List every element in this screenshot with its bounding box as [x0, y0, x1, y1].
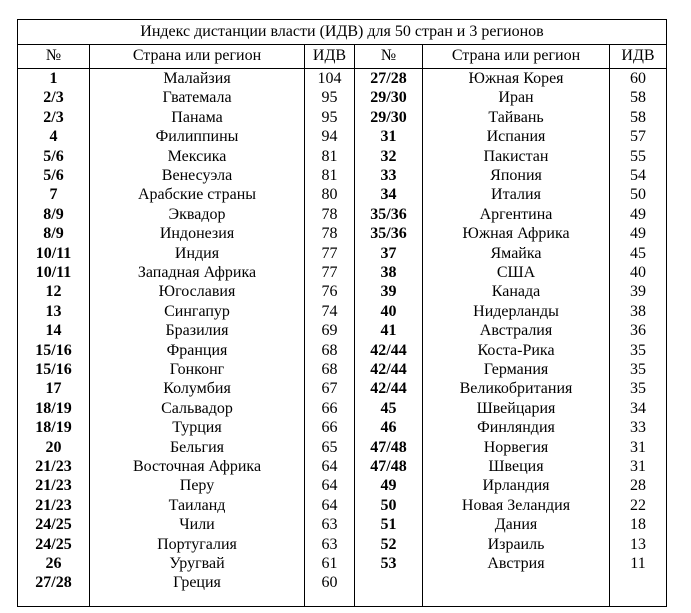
row-country: Гонконг: [169, 361, 225, 378]
row-country: Япония: [490, 167, 542, 184]
row-country: Ирландия: [482, 477, 550, 495]
table-row: [18, 127, 666, 146]
table-row: [18, 302, 666, 321]
table-row: [18, 224, 666, 243]
row-rank: 20: [45, 438, 62, 456]
row-rank: 50: [380, 496, 397, 514]
row-rank: 8/9: [43, 225, 64, 243]
row-country: Южная Корея: [468, 70, 564, 87]
row-country: Финляндия: [477, 419, 555, 437]
row-country: Венесуэла: [161, 167, 233, 184]
row-rank: 29/30: [370, 108, 407, 126]
row-idv: 64: [321, 458, 338, 475]
row-idv: 28: [630, 477, 646, 495]
row-rank: 27/28: [370, 70, 407, 87]
power-distance-table: [17, 19, 667, 607]
row-country: Перу: [179, 477, 215, 495]
row-rank: 5/6: [43, 147, 64, 165]
row-rank: 45: [380, 399, 397, 417]
row-country: Канада: [491, 283, 541, 301]
row-country: Норвегия: [483, 438, 549, 456]
table-row: [18, 263, 666, 282]
row-country: Филиппины: [155, 128, 239, 146]
row-rank: 42/44: [370, 361, 407, 378]
row-rank: 35/36: [370, 225, 407, 243]
row-idv: 81: [321, 147, 338, 165]
row-country: Дания: [494, 516, 538, 534]
row-idv: 38: [630, 302, 646, 320]
row-rank: 13: [45, 302, 62, 320]
row-country: Уругвай: [169, 555, 225, 572]
row-idv: 31: [630, 438, 646, 456]
row-country: Арабские страны: [137, 186, 257, 204]
table-row: [18, 496, 666, 515]
row-idv: 66: [321, 399, 338, 417]
row-idv: 63: [321, 516, 338, 534]
row-country: Эквадор: [168, 205, 226, 223]
table-row: [18, 88, 666, 107]
row-rank: 32: [380, 147, 397, 165]
table-row: [18, 379, 666, 398]
table-row: [18, 457, 666, 476]
row-idv: 35: [630, 341, 646, 359]
row-country: Аргентина: [479, 205, 553, 223]
table-row: [18, 108, 666, 127]
row-idv: 66: [321, 419, 338, 437]
table-row: [18, 515, 666, 534]
row-country: Южная Африка: [462, 225, 570, 243]
row-rank: 47/48: [370, 438, 407, 456]
row-rank: 14: [45, 322, 62, 340]
row-rank: 53: [380, 555, 397, 572]
row-rank: 27/28: [35, 574, 72, 592]
table-row: [18, 244, 666, 263]
row-rank: 17: [45, 380, 62, 398]
row-rank: 35/36: [370, 205, 407, 223]
row-idv: 64: [321, 496, 338, 514]
table-row: [18, 147, 666, 166]
row-rank: 15/16: [35, 361, 72, 378]
row-country: Швейцария: [476, 399, 556, 417]
header-country-right: Страна или регион: [451, 47, 581, 64]
row-idv: 77: [321, 264, 338, 281]
row-country: Австрия: [487, 555, 545, 572]
row-rank: 33: [380, 167, 397, 184]
row-rank: 51: [380, 516, 397, 534]
row-country: Новая Зеландия: [461, 496, 571, 514]
row-rank: 31: [380, 128, 397, 146]
table-row: [18, 205, 666, 224]
row-country: Ямайка: [490, 244, 542, 262]
row-idv: 77: [321, 244, 338, 262]
row-idv: 31: [630, 458, 646, 475]
row-idv: 76: [321, 283, 338, 301]
table-row: [18, 535, 666, 554]
row-idv: 64: [321, 477, 338, 495]
row-idv: 50: [630, 186, 646, 204]
row-country: Израиль: [487, 535, 545, 553]
row-idv: 95: [321, 89, 338, 107]
row-idv: 57: [630, 128, 646, 146]
row-rank: 10/11: [35, 244, 72, 262]
row-rank: 47/48: [370, 458, 407, 475]
row-country: Франция: [166, 341, 228, 359]
row-idv: 18: [630, 516, 646, 534]
row-rank: 10/11: [35, 264, 72, 281]
row-country: Турция: [172, 419, 222, 437]
row-idv: 104: [317, 70, 342, 87]
row-idv: 63: [321, 535, 338, 553]
table-row: [18, 360, 666, 379]
row-country: США: [496, 264, 536, 281]
table-title: Индекс дистанции власти (ИДВ) для 50 стран и 3 регионов: [18, 20, 666, 45]
row-rank: 24/25: [35, 535, 72, 553]
row-rank: 2/3: [43, 108, 64, 126]
row-idv: 68: [321, 361, 338, 378]
row-idv: 35: [630, 380, 646, 398]
row-country: Сальвадор: [161, 399, 233, 417]
row-rank: 15/16: [35, 341, 72, 359]
row-idv: 68: [321, 341, 338, 359]
row-rank: 8/9: [43, 205, 64, 223]
row-idv: 58: [630, 89, 646, 107]
row-rank: 12: [45, 283, 62, 301]
row-country: Индонезия: [159, 225, 235, 243]
row-idv: 40: [630, 264, 646, 281]
row-country: Германия: [483, 361, 549, 378]
row-rank: 42/44: [370, 380, 407, 398]
row-country: Коста-Рика: [477, 341, 555, 359]
row-idv: 35: [630, 361, 646, 378]
row-idv: 49: [630, 225, 646, 243]
row-idv: 13: [630, 535, 646, 553]
row-rank: 18/19: [35, 419, 72, 437]
row-rank: 40: [380, 302, 397, 320]
row-country: Панама: [171, 108, 223, 126]
row-country: Бразилия: [165, 322, 229, 340]
table-row: [18, 554, 666, 573]
row-idv: 22: [630, 496, 646, 514]
row-rank: 4: [49, 128, 58, 146]
row-rank: 37: [380, 244, 397, 262]
row-rank: 49: [380, 477, 397, 495]
row-country: Италия: [491, 186, 541, 204]
row-idv: 74: [321, 302, 338, 320]
row-country: Гватемала: [162, 89, 232, 107]
row-idv: 78: [321, 205, 338, 223]
row-country: Бельгия: [169, 438, 225, 456]
row-idv: 81: [321, 167, 338, 184]
row-rank: 46: [380, 419, 397, 437]
row-country: Португалия: [157, 535, 237, 553]
row-country: Индия: [174, 244, 220, 262]
header-num-left: №: [45, 47, 62, 64]
table-row: [18, 282, 666, 301]
row-rank: 29/30: [370, 89, 407, 107]
row-rank: 5/6: [43, 167, 64, 184]
row-rank: 21/23: [35, 477, 72, 495]
row-rank: 7: [49, 186, 58, 204]
table-row: [18, 341, 666, 360]
row-rank: 52: [380, 535, 397, 553]
table-row: [18, 321, 666, 340]
row-rank: 1: [49, 70, 58, 87]
row-country: Тайвань: [488, 108, 544, 126]
header-idv-left: ИДВ: [312, 47, 347, 64]
row-country: Таиланд: [168, 496, 226, 514]
row-country: Мексика: [167, 147, 227, 165]
table-row: [18, 418, 666, 437]
table-row: [18, 573, 666, 592]
row-country: Испания: [486, 128, 546, 146]
row-rank: 18/19: [35, 399, 72, 417]
row-idv: 95: [321, 108, 338, 126]
table-header-row: [18, 44, 666, 69]
row-idv: 36: [630, 322, 646, 340]
row-rank: 2/3: [43, 89, 64, 107]
row-idv: 60: [321, 574, 338, 592]
row-idv: 11: [630, 555, 646, 572]
row-country: Иран: [498, 89, 534, 107]
row-idv: 65: [321, 438, 338, 456]
header-num-right: №: [380, 47, 397, 64]
row-rank: 42/44: [370, 341, 407, 359]
header-idv-right: ИДВ: [621, 47, 655, 64]
row-idv: 58: [630, 108, 646, 126]
row-idv: 34: [630, 399, 646, 417]
row-country: Греция: [173, 574, 221, 592]
row-country: Западная Африка: [137, 264, 257, 281]
row-idv: 94: [321, 128, 338, 146]
row-rank: 39: [380, 283, 397, 301]
table-row: [18, 399, 666, 418]
row-idv: 61: [321, 555, 338, 572]
row-rank: 26: [45, 555, 62, 572]
row-country: Швеция: [488, 458, 544, 475]
row-rank: 21/23: [35, 496, 72, 514]
row-idv: 55: [630, 147, 646, 165]
row-country: Нидерланды: [473, 302, 559, 320]
row-country: Чили: [179, 516, 215, 534]
row-idv: 69: [321, 322, 338, 340]
row-idv: 60: [630, 70, 646, 87]
row-country: Колумбия: [163, 380, 231, 398]
row-country: Австралия: [479, 322, 553, 340]
row-rank: 41: [380, 322, 397, 340]
row-idv: 54: [630, 167, 646, 184]
row-country: Малайзия: [163, 70, 231, 87]
row-rank: 21/23: [35, 458, 72, 475]
row-idv: 49: [630, 205, 646, 223]
row-country: Великобритания: [459, 380, 573, 398]
row-idv: 39: [630, 283, 646, 301]
row-country: Пакистан: [483, 147, 549, 165]
table-row: [18, 185, 666, 204]
row-rank: 34: [380, 186, 397, 204]
row-idv: 67: [321, 380, 338, 398]
table-body: [18, 69, 666, 606]
table-row: [18, 476, 666, 495]
row-country: Югославия: [158, 283, 236, 301]
row-country: Сингапур: [164, 302, 230, 320]
row-country: Восточная Африка: [132, 458, 262, 475]
table-row: [18, 438, 666, 457]
header-country-left: Страна или регион: [132, 47, 262, 64]
row-idv: 78: [321, 225, 338, 243]
row-rank: 38: [380, 264, 397, 281]
row-idv: 80: [321, 186, 338, 204]
table-row: [18, 166, 666, 185]
row-rank: 24/25: [35, 516, 72, 534]
table-row: [18, 69, 666, 88]
row-idv: 45: [630, 244, 646, 262]
row-idv: 33: [630, 419, 646, 437]
